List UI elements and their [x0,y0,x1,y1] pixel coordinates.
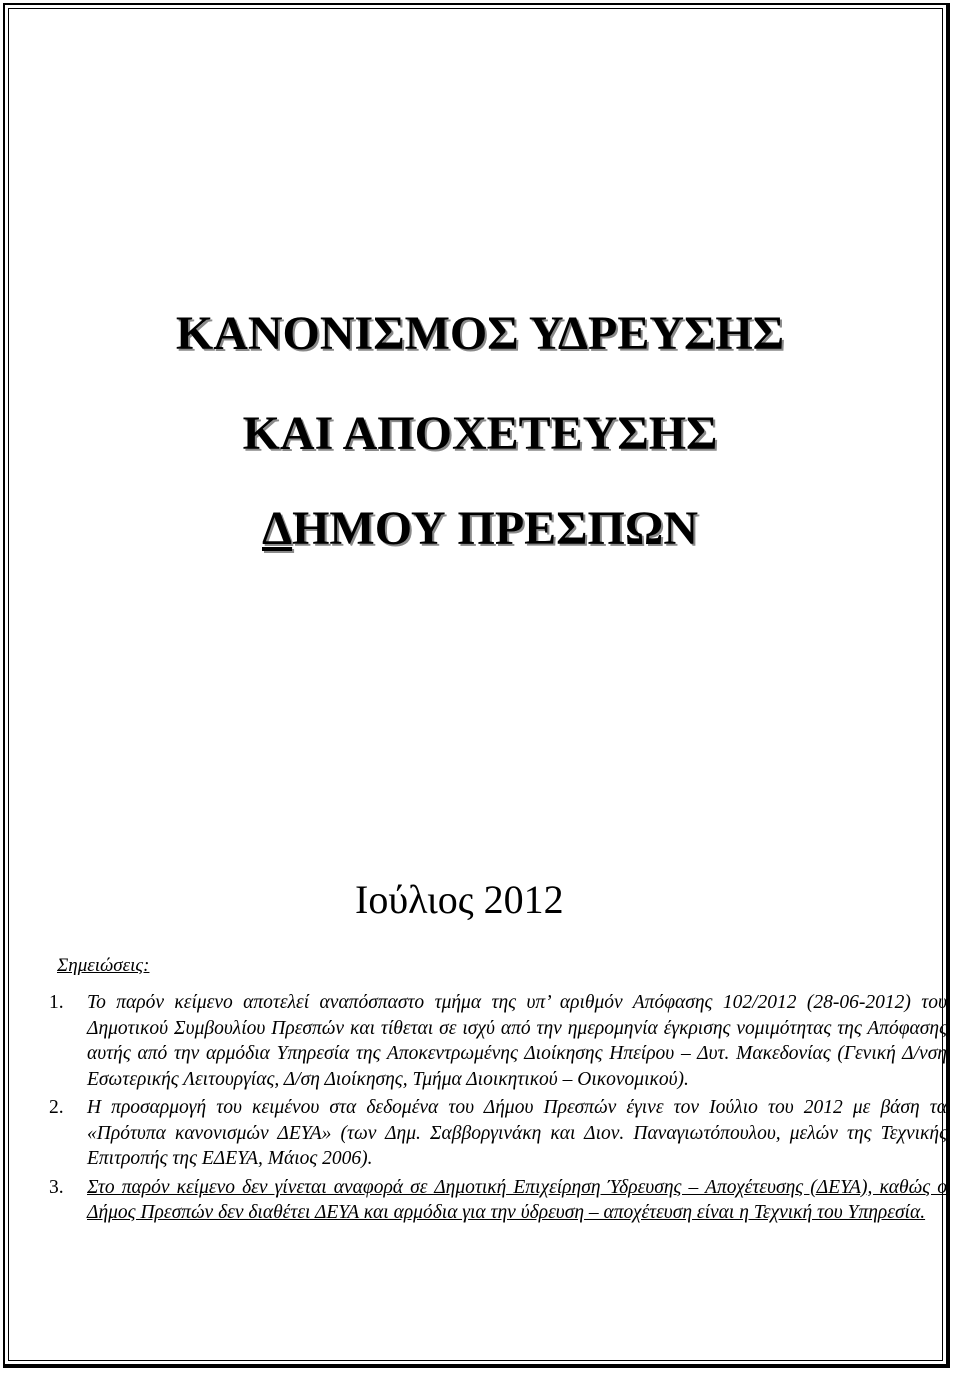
note-item [49,990,947,1092]
note-number: 1. [49,992,64,1013]
title-line-3 [0,502,960,555]
note-text: Το παρόν κείμενο αποτελεί αναπόσπαστο τμήμα της υπ’ αριθμόν Απόφασης 102/2012 (28-06-2012) του Δημοτικού Συμβουλίου Πρεσπών και τίθεται σε ισχύ από την ημερομηνία έγκρισης νομιμότητας της Απόφασης αυτής από την αρμόδια Υπηρεσία της Αποκεντρωμένης Διοίκησης Ηπείρου – Δυτ. Μακεδονίας (Γενική Δ/νση Εσωτερικής Λειτουργίας, Δ/ση Διοίκησης, Τμήμα Διοικητικού – Οικονομικού). [87,992,947,1090]
title-line-3-initial: Δ [262,502,293,555]
title-line-1: ΚΑΝΟΝΙΣΜΟΣ ΥΔΡΕΥΣΗΣ [175,307,785,360]
title-line-3-rest: ΗΜΟΥ ΠΡΕΣΠΩΝ [292,502,698,555]
notes-heading: Σημειώσεις: [57,955,150,976]
note-item [49,1175,947,1226]
note-text: Η προσαρμογή του κειμένου στα δεδομένα του Δήμου Πρεσπών έγινε τον Ιούλιο του 2012 με βάση τα «Πρότυπα κανονισμών ΔΕΥΑ» (των Δημ. Σαββοργινάκη και Διον. Παναγιωτόπουλου, μελών της Τεχνικής Επιτροπής της ΕΔΕΥΑ, Μάιος 2006). [87,1097,947,1169]
notes-list [49,990,947,1229]
document-date: Ιούλιος 2012 [355,877,564,922]
note-number: 3. [49,1176,64,1198]
title-line-2: ΚΑΙ ΑΠΟΧΕΤΕΥΣΗΣ [242,407,718,460]
note-text: Στο παρόν κείμενο δεν γίνεται αναφορά σε Δημοτική Επιχείρηση Ύδρευσης – Αποχέτευσης (ΔΕΥΑ), καθώς ο Δήμος Πρεσπών δεν διαθέτει ΔΕΥΑ και αρμόδια για την ύδρευση – αποχέτευση είναι η Τεχνική του Υπηρεσία. [87,1176,947,1223]
note-number: 2. [49,1097,64,1118]
note-item [49,1095,947,1172]
